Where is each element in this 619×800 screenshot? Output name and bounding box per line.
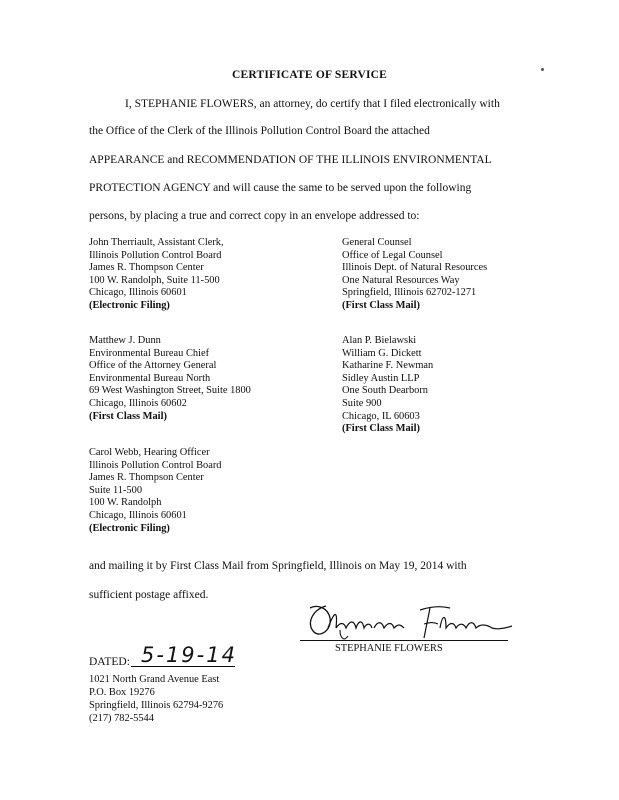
recipient-line: John Therriault, Assistant Clerk, xyxy=(89,237,224,248)
recipient-line: Matthew J. Dunn xyxy=(89,335,161,346)
document-title: CERTIFICATE OF SERVICE xyxy=(231,69,388,81)
service-method: (First Class Mail) xyxy=(342,299,420,311)
service-method: (First Class Mail) xyxy=(342,423,420,435)
recipient-line: Office of Legal Counsel xyxy=(342,249,443,261)
closing-line: and mailing it by First Class Mail from Springfield, Illinois on May 19, 2014 with xyxy=(89,560,467,572)
recipient-line: Chicago, Illinois 60601 xyxy=(89,509,187,521)
recipient-line: 69 West Washington Street, Suite 1800 xyxy=(89,385,251,397)
recipient-line: Illinois Pollution Control Board xyxy=(89,249,222,261)
recipient-line: Office of the Attorney General xyxy=(89,360,217,372)
recipient-line: Suite 11-500 xyxy=(89,484,143,496)
recipient-hearing-officer xyxy=(89,447,222,535)
recipient-general-counsel xyxy=(342,237,487,313)
recipient-line: Sidley Austin LLP xyxy=(342,372,420,384)
recipient-line: One South Dearborn xyxy=(342,385,428,397)
recipient-line: Chicago, Illinois 60602 xyxy=(89,397,187,409)
sender-address xyxy=(89,673,223,725)
address-line: Springfield, Illinois 62794-9276 xyxy=(89,700,224,711)
address-line: P.O. Box 19276 xyxy=(89,687,155,698)
recipient-line: Springfield, Illinois 62702-1271 xyxy=(342,287,477,299)
intro-line: I, STEPHANIE FLOWERS, an attorney, do certify that I filed electronically with xyxy=(125,98,500,110)
recipient-line: James R. Thompson Center xyxy=(89,262,204,274)
recipient-line: Suite 900 xyxy=(342,397,382,409)
recipient-line: 100 W. Randolph, Suite 11-500 xyxy=(89,274,220,286)
recipient-line: Environmental Bureau Chief xyxy=(89,347,210,359)
recipient-line: Alan P. Bielawski xyxy=(342,335,417,346)
recipient-line: James R. Thompson Center xyxy=(89,472,204,484)
dated-underline xyxy=(131,666,235,667)
intro-line: APPEARANCE and RECOMMENDATION OF THE ILLINOIS ENVIRONMENTAL xyxy=(89,154,492,166)
recipient-line: Environmental Bureau North xyxy=(89,372,211,384)
recipient-line: Illinois Pollution Control Board xyxy=(89,459,222,471)
recipient-line: Chicago, Illinois 60601 xyxy=(89,287,187,299)
address-line: (217) 782-5544 xyxy=(89,713,154,724)
service-method: (Electronic Filing) xyxy=(89,299,170,311)
recipient-sidley-austin xyxy=(342,335,433,436)
closing-line: sufficient postage affixed. xyxy=(89,589,209,601)
recipient-line: 100 W. Randolph xyxy=(89,497,162,509)
recipient-line: One Natural Resources Way xyxy=(342,274,460,286)
recipient-clerk xyxy=(89,237,224,313)
recipient-line: Katharine F. Newman xyxy=(342,360,434,372)
handwritten-signature xyxy=(300,598,515,644)
recipient-line: William G. Dickett xyxy=(342,347,422,359)
recipient-line: Illinois Dept. of Natural Resources xyxy=(342,262,488,274)
signature-line xyxy=(300,640,508,641)
recipient-attorney-general xyxy=(89,335,251,423)
signer-printed-name: STEPHANIE FLOWERS xyxy=(335,643,443,654)
recipient-line: General Counsel xyxy=(342,237,412,248)
dated-label: DATED: xyxy=(89,656,130,668)
intro-line: PROTECTION AGENCY and will cause the same to be served upon the following xyxy=(89,182,472,194)
intro-line: persons, by placing a true and correct copy in an envelope addressed to: xyxy=(89,210,420,222)
recipient-line: Carol Webb, Hearing Officer xyxy=(89,447,210,458)
recipient-line: Chicago, IL 60603 xyxy=(342,410,420,422)
address-line: 1021 North Grand Avenue East xyxy=(89,674,220,685)
service-method: (First Class Mail) xyxy=(89,410,167,422)
intro-line: the Office of the Clerk of the Illinois Pollution Control Board the attached xyxy=(89,125,430,137)
dated-value: 5-19-14 xyxy=(141,643,237,667)
service-method: (Electronic Filing) xyxy=(89,522,170,534)
